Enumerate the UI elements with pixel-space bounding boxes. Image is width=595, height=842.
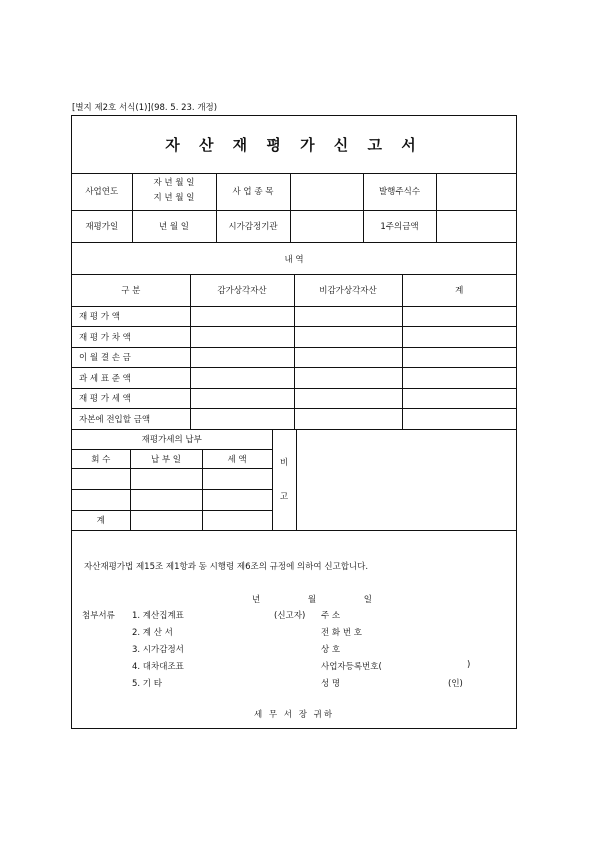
table-cell[interactable] — [130, 510, 202, 530]
column-header-installment: 회 수 — [72, 449, 130, 468]
date-month: 월 — [307, 595, 317, 605]
tax-payment-table — [72, 429, 516, 531]
registration-close-paren: ) — [467, 660, 471, 670]
attachment-item: 2. 계 산 서 — [132, 628, 173, 638]
addressee: 세 무 서 장 귀하 — [253, 710, 335, 720]
attachments-label: 첨부서류 — [82, 611, 115, 621]
row-label: 자본에 전입할 금액 — [72, 409, 190, 430]
column-header-non-depreciable: 비감가상각자산 — [294, 274, 402, 306]
table-cell[interactable] — [402, 368, 516, 389]
reval-date-field[interactable]: 년 월 일 — [132, 210, 216, 242]
table-cell[interactable] — [294, 388, 402, 409]
table-row — [72, 306, 516, 327]
business-year-from: 자 년 월 일 — [153, 178, 195, 189]
appraisal-agency-field[interactable] — [290, 210, 363, 242]
par-value-label: 1주의금액 — [363, 210, 436, 242]
table-cell[interactable] — [190, 409, 294, 430]
attachment-item: 3. 시가감정서 — [132, 645, 184, 655]
row-label: 재 평 가 차 액 — [72, 327, 190, 348]
appraisal-agency-label: 시가감정기관 — [216, 210, 290, 242]
form-number-note: [별지 제2호 서식(1)](98. 5. 23. 개정) — [72, 103, 218, 113]
business-year-label: 사업연도 — [72, 173, 132, 210]
revaluation-report-form — [71, 115, 517, 729]
column-header-payment-date: 납 부 일 — [130, 449, 202, 468]
business-type-field[interactable] — [290, 173, 363, 210]
details-header-table — [72, 242, 516, 275]
applicant-business-name-label: 상 호 — [321, 645, 341, 655]
table-cell[interactable] — [294, 306, 402, 327]
attachment-item: 4. 대차대조표 — [132, 662, 184, 672]
table-cell[interactable] — [202, 489, 272, 510]
date-day: 일 — [363, 595, 372, 605]
declaration-section — [72, 530, 516, 728]
issued-shares-label: 발행주식수 — [363, 173, 436, 210]
table-cell[interactable] — [294, 327, 402, 348]
table-cell[interactable] — [202, 510, 272, 530]
row-label: 재 평 가 세 액 — [72, 388, 190, 409]
applicant-name-label: 성 명 — [321, 679, 341, 689]
applicant-registration-label: 사업자등록번호( — [321, 662, 382, 672]
table-cell[interactable] — [72, 468, 130, 489]
table-cell[interactable] — [294, 409, 402, 430]
revaluation-details-table — [72, 274, 516, 430]
column-header-category: 구 분 — [72, 274, 190, 306]
table-row — [72, 409, 516, 430]
row-label: 재 평 가 액 — [72, 306, 190, 327]
table-cell[interactable] — [202, 468, 272, 489]
business-type-label: 사 업 종 목 — [216, 173, 290, 210]
reval-date-label: 재평가일 — [72, 210, 132, 242]
table-cell[interactable] — [190, 327, 294, 348]
table-cell[interactable] — [294, 347, 402, 368]
details-header: 내 역 — [72, 243, 516, 275]
table-cell[interactable] — [294, 368, 402, 389]
column-header-tax-amount: 세 액 — [202, 449, 272, 468]
table-row — [72, 368, 516, 389]
table-cell[interactable] — [190, 388, 294, 409]
table-cell[interactable] — [402, 409, 516, 430]
date-year: 년 — [252, 595, 261, 605]
table-cell[interactable] — [190, 306, 294, 327]
remarks-field[interactable] — [296, 429, 516, 530]
table-row — [72, 327, 516, 348]
attachment-item: 5. 기 타 — [132, 679, 162, 689]
business-info-table — [72, 173, 516, 243]
tax-payment-title: 재평가세의 납부 — [72, 429, 272, 449]
table-cell[interactable] — [402, 388, 516, 409]
applicant-phone-label: 전 화 번 호 — [321, 628, 362, 638]
applicant-label: (신고자) — [274, 611, 306, 621]
seal-mark: (인) — [448, 679, 463, 689]
table-cell[interactable] — [402, 327, 516, 348]
attachment-item: 1. 계산집계표 — [132, 611, 184, 621]
table-row — [72, 347, 516, 368]
table-cell[interactable] — [402, 347, 516, 368]
declaration-statement: 자산재평가법 제15조 제1항과 동 시행령 제6조의 규정에 의하여 신고합니다. — [84, 562, 369, 572]
par-value-field[interactable] — [436, 210, 516, 242]
business-year-to: 지 년 월 일 — [153, 193, 195, 204]
remarks-label: 비 고 — [272, 429, 296, 530]
form-title: 자 산 재 평 가 신 고 서 — [72, 116, 516, 174]
column-header-depreciable: 감가상각자산 — [190, 274, 294, 306]
table-cell[interactable] — [130, 468, 202, 489]
total-label: 계 — [72, 510, 130, 530]
table-cell[interactable] — [190, 368, 294, 389]
row-label: 과 세 표 준 액 — [72, 368, 190, 389]
applicant-address-label: 주 소 — [321, 611, 341, 621]
row-label: 이 월 결 손 금 — [72, 347, 190, 368]
table-cell[interactable] — [402, 306, 516, 327]
issued-shares-field[interactable] — [436, 173, 516, 210]
table-cell[interactable] — [72, 489, 130, 510]
column-header-total: 계 — [402, 274, 516, 306]
table-cell[interactable] — [190, 347, 294, 368]
declaration-date[interactable] — [252, 593, 372, 605]
business-year-range[interactable] — [132, 173, 216, 210]
table-cell[interactable] — [130, 489, 202, 510]
table-row — [72, 388, 516, 409]
